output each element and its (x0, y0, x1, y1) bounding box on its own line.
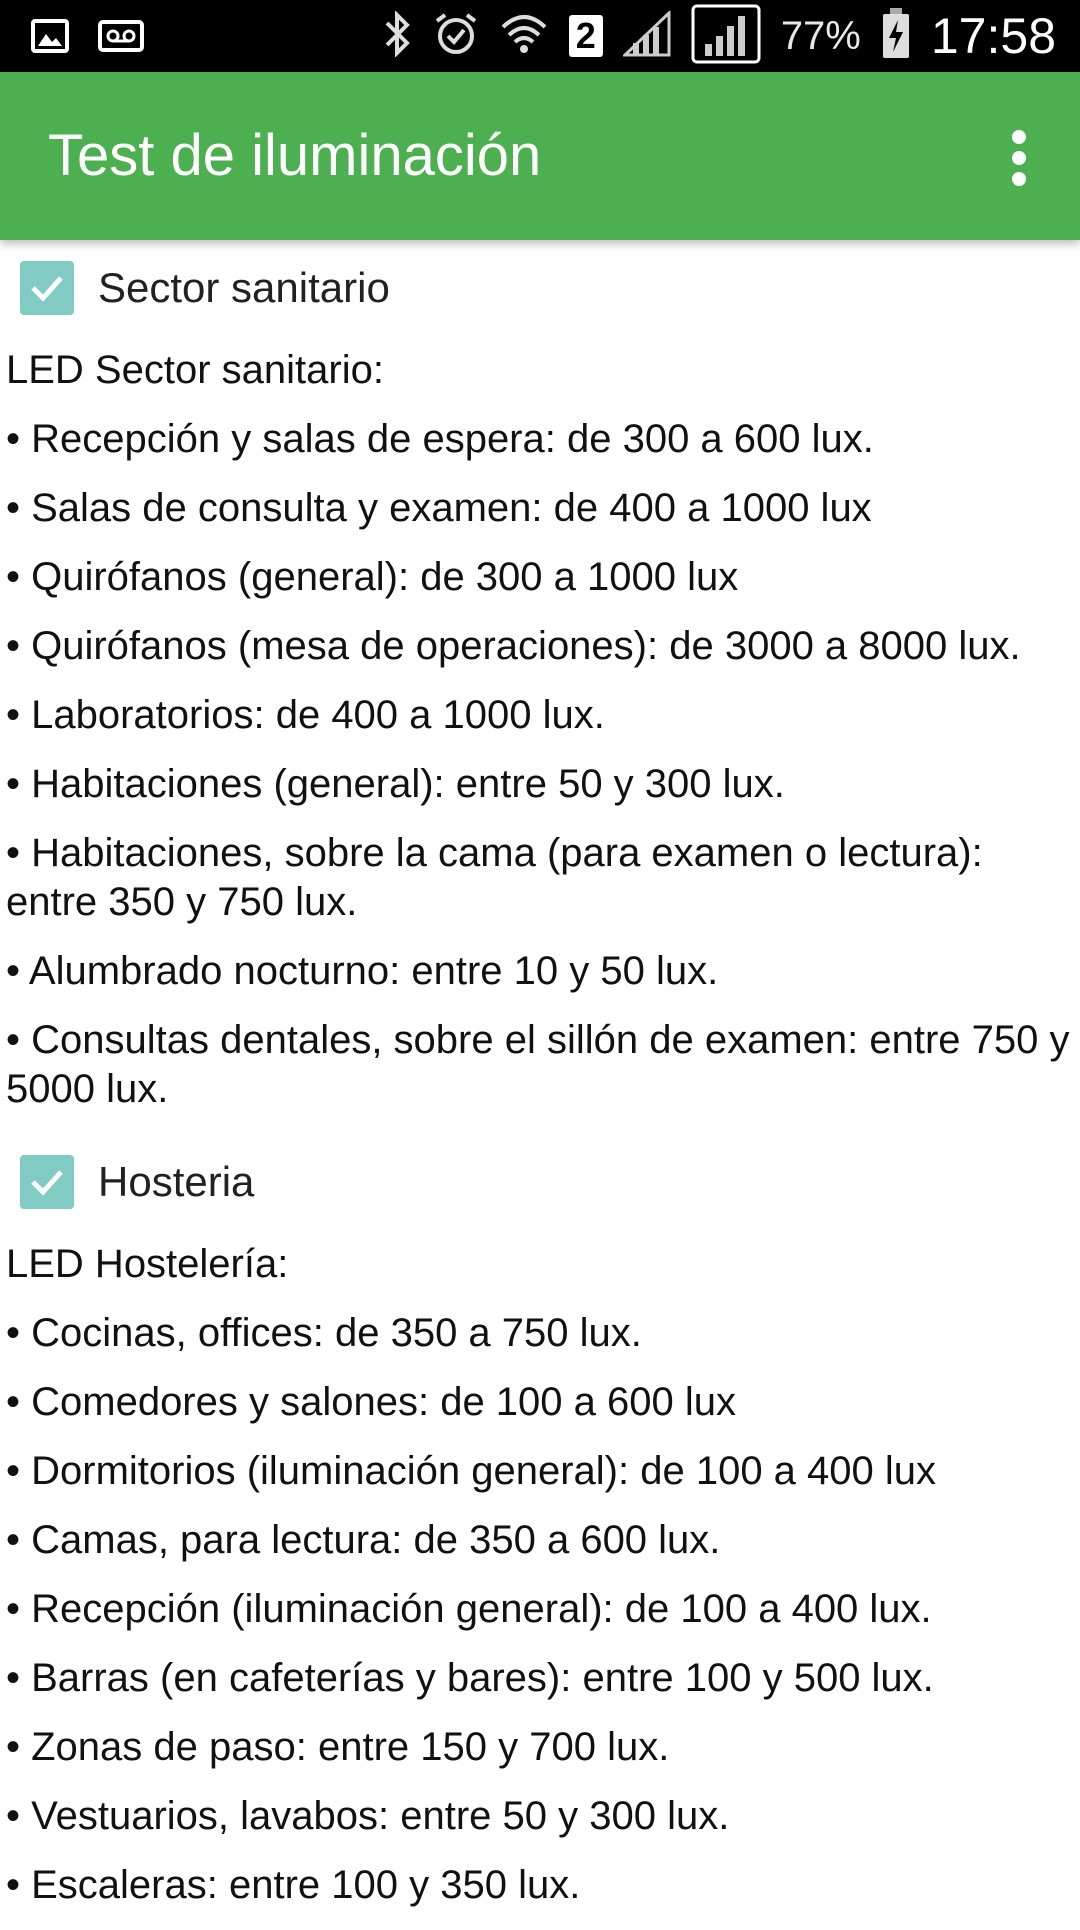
signal-icon (623, 11, 671, 62)
list-item: • Laboratorios: de 400 a 1000 lux. (6, 693, 605, 737)
list-item: • Barras (en cafeterías y bares): entre 100 y 500 lux. (6, 1656, 934, 1700)
section-heading: LED Sector sanitario: (6, 348, 384, 392)
clock: 17:58 (930, 8, 1056, 64)
checkbox-label: Hosteria (98, 1158, 255, 1205)
list-item: • Vestuarios, lavabos: entre 50 y 300 lux. (6, 1794, 730, 1838)
content-list (0, 240, 1080, 1930)
section-description (0, 346, 1080, 1114)
list-item: • Recepción (iluminación general): de 100 a 400 lux. (6, 1587, 932, 1631)
list-item: • Consultas dentales, sobre el sillón de examen: entre 750 y 5000 lux. (6, 1018, 1070, 1111)
alarm-icon (433, 11, 479, 62)
signal-icon-2 (691, 4, 761, 69)
list-item: • Quirófanos (mesa de operaciones): de 3000 a 8000 lux. (6, 624, 1021, 668)
app-bar (0, 72, 1080, 240)
battery-percent: 77% (780, 13, 861, 58)
battery-icon (881, 8, 911, 65)
checkbox-box[interactable] (20, 261, 74, 315)
list-item: • Recepción y salas de espera: de 300 a 600 lux. (6, 417, 874, 461)
checkbox-hosteria[interactable] (0, 1134, 1080, 1230)
list-item: • Zonas de paso: entre 150 y 700 lux. (6, 1725, 670, 1769)
page-title: Test de iluminación (48, 123, 542, 188)
section-heading: LED Hostelería: (6, 1242, 289, 1286)
list-item: • Alumbrado nocturno: entre 10 y 50 lux. (6, 949, 719, 993)
list-item: • Escaleras: entre 100 y 350 lux. (6, 1863, 581, 1907)
gallery-icon (30, 16, 70, 61)
checkbox-label: Sector sanitario (98, 264, 390, 311)
check-icon (27, 1162, 67, 1202)
status-bar (0, 0, 1080, 72)
list-item: • Quirófanos (general): de 300 a 1000 lux (6, 555, 739, 599)
list-item: • Cocinas, offices: de 350 a 750 lux. (6, 1311, 642, 1355)
more-vert-icon[interactable] (1000, 130, 1040, 186)
wifi-icon (499, 9, 549, 64)
sim-icon: 2 (569, 15, 603, 57)
list-item: • Habitaciones (general): entre 50 y 300 lux. (6, 762, 785, 806)
checkbox-sector-sanitario[interactable] (0, 240, 1080, 336)
checkbox-box[interactable] (20, 1155, 74, 1209)
list-item: • Camas, para lectura: de 350 a 600 lux. (6, 1518, 721, 1562)
check-icon (27, 268, 67, 308)
voicemail-icon (98, 16, 144, 61)
list-item: • Salas de consulta y examen: de 400 a 1000 lux (6, 486, 872, 530)
list-item: • Comedores y salones: de 100 a 600 lux (6, 1380, 736, 1424)
list-item: • Dormitorios (iluminación general): de 100 a 400 lux (6, 1449, 937, 1493)
list-item: • Habitaciones, sobre la cama (para examen o lectura): entre 350 y 750 lux. (6, 831, 983, 924)
bluetooth-icon (383, 11, 413, 62)
section-description (0, 1240, 1080, 1910)
